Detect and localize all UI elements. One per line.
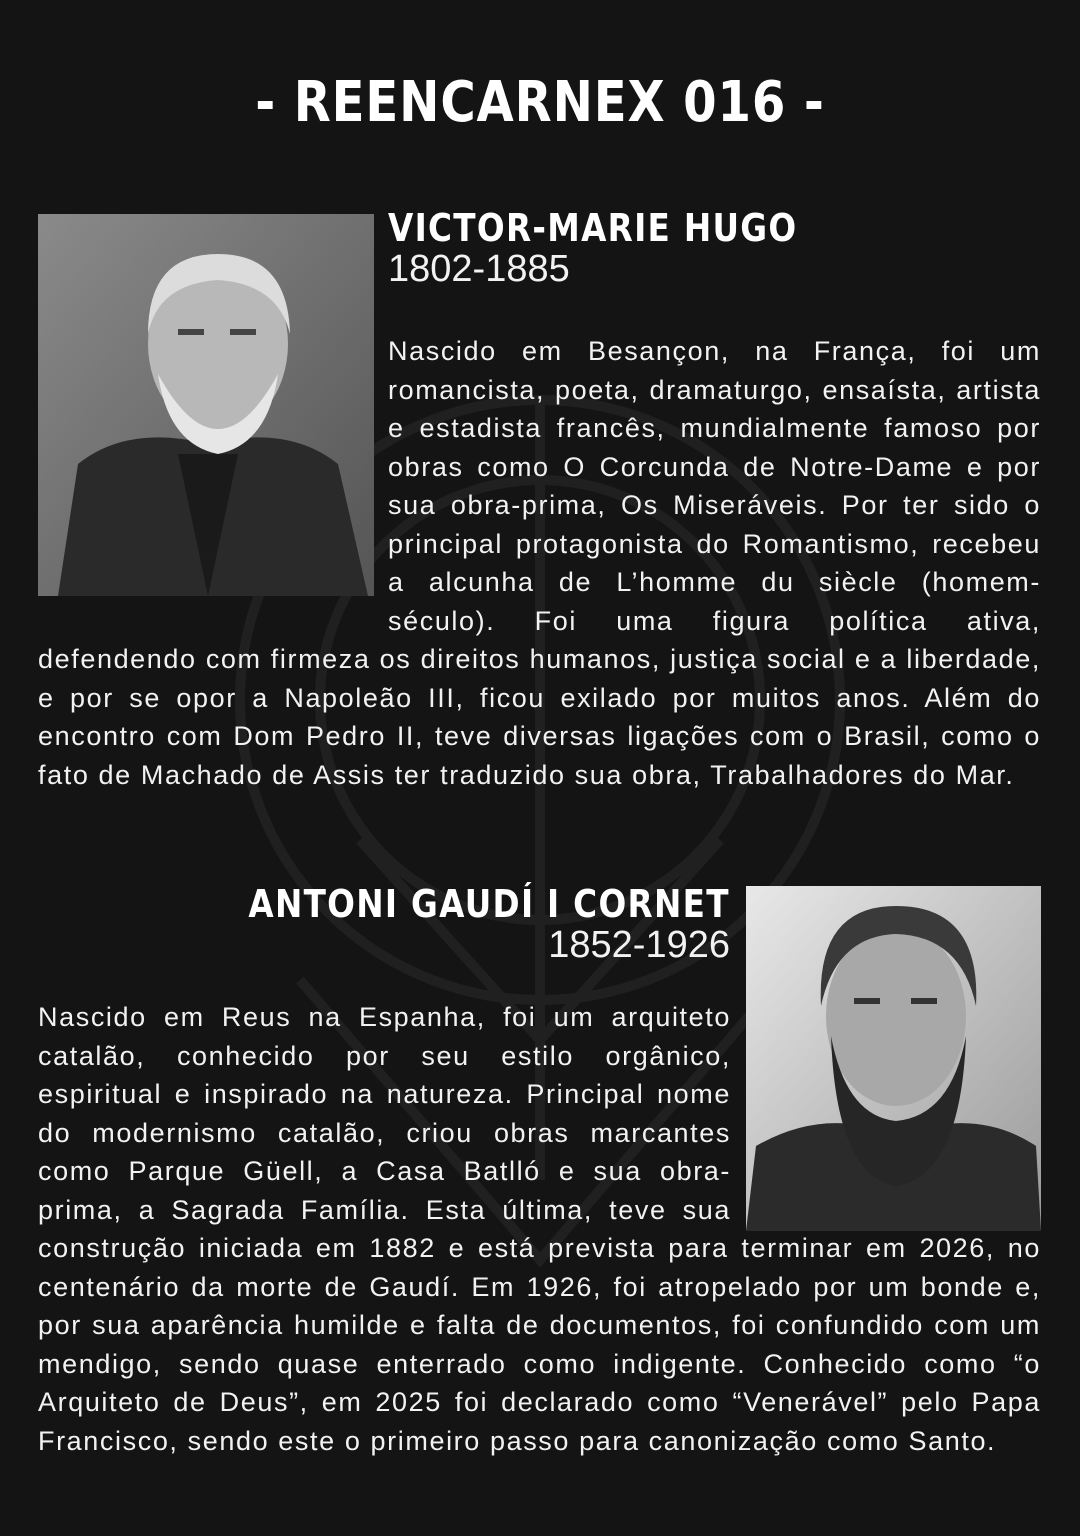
bio-float-spacer [731,998,1041,1226]
antoni-gaudi-name: ANTONI GAUDÍ I CORNET [248,882,730,926]
page-title: - REENCARNEX 016 - [255,70,825,135]
bio-float-spacer [38,332,388,602]
antoni-gaudi-years: 1852-1926 [548,924,730,966]
antoni-gaudi-bio-text: Nascido em Reus na Espanha, foi um arquiteto catalão, conhecido por seu estilo orgânico, espiritual e inspirado na natureza. Principal nome do modernismo catalão, criou obras marcantes como Parque Güell, a Casa Batlló e sua obra-prima, a Sagrada Família. Esta última, teve sua construção iniciada em 1882 e está prevista para terminar em 2026, no centenário da morte de Gaudí. Em 1926, foi atropelado por um bonde e, por sua aparência humilde e falta de documentos, foi confundido com um mendigo, sendo quase enterrado como indigente. Conhecido como “o Arquiteto de Deus”, em 2025 foi declarado como “Venerável” pelo Papa Francisco, sendo este o primeiro passo para canonização como Santo. [38,1002,1041,1456]
victor-hugo-years: 1802-1885 [388,248,570,290]
antoni-gaudi-bio [38,998,1041,1460]
victor-hugo-bio [38,332,1041,794]
victor-hugo-bio-text: Nascido em Besançon, na França, foi um romancista, poeta, dramaturgo, ensaísta, artista e estadista francês, mundialmente famoso por obras como O Corcunda de Notre-Dame e por sua obra-prima, Os Miseráveis. Por ter sido o principal protagonista do Romantismo, recebeu a alcunha de L’homme du siècle (homem-século). Foi uma figura política ativa, defendendo com firmeza os direitos humanos, justiça social e a liberdade, e por se opor a Napoleão III, ficou exilado por muitos anos. Além do encontro com Dom Pedro II, teve diversas ligações com o Brasil, como o fato de Machado de Assis ter traduzido sua obra, Trabalhadores do Mar. [38,336,1041,790]
victor-hugo-name: VICTOR-MARIE HUGO [388,206,798,250]
